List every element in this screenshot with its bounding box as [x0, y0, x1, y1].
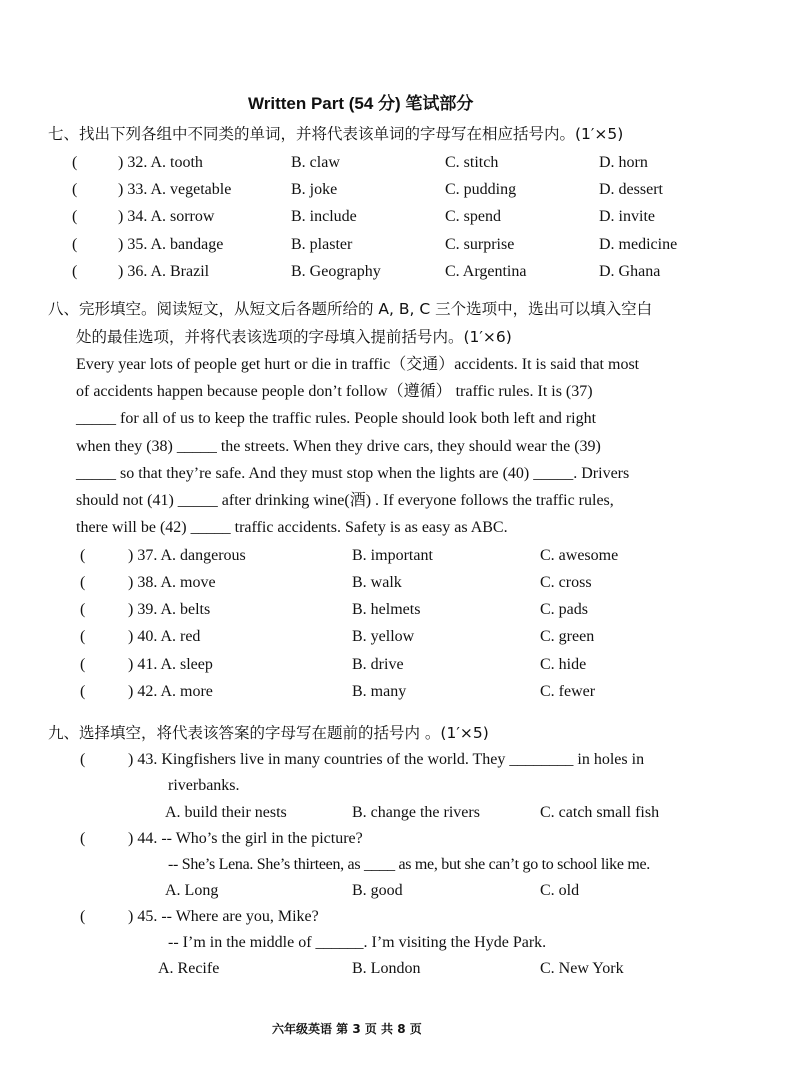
section-9-heading: 九、选择填空，将代表该答案的字母写在题前的括号内 。(1′×5) — [48, 724, 489, 742]
answer-paren: ( — [80, 751, 86, 768]
question-stem-cont: -- She’s Lena. She’s thirteen, as ____ as me, but she can’t go to school like me. — [168, 856, 650, 873]
option-b: B. plaster — [291, 236, 353, 253]
option-c: C. surprise — [445, 236, 515, 253]
section-8-heading: 八、完形填空。阅读短文，从短文后各题所给的 A, B, C 三个选项中，选出可以填入空白 — [48, 300, 653, 318]
option-b: B. helmets — [352, 601, 421, 618]
cloze-passage — [76, 351, 688, 541]
answer-paren: ( — [80, 656, 86, 673]
option-a: A. Recife — [158, 960, 220, 977]
option-c: C. spend — [445, 208, 501, 225]
option-b: B. claw — [291, 154, 340, 171]
answer-paren: ( — [72, 208, 78, 225]
passage-line: when they (38) _____ the streets. When they drive cars, they should wear the (39) — [76, 437, 601, 455]
option-d: D. dessert — [599, 181, 663, 198]
option-c: C. pads — [540, 601, 588, 618]
option-b: B. drive — [352, 656, 404, 673]
option-a: ) 32. A. tooth — [118, 154, 203, 171]
option-b: B. important — [352, 547, 433, 564]
option-c: C. cross — [540, 574, 592, 591]
option-d: D. medicine — [599, 236, 678, 253]
option-c: C. pudding — [445, 181, 517, 198]
option-d: D. invite — [599, 208, 655, 225]
option-b: B. change the rivers — [352, 804, 480, 821]
question-stem-cont: riverbanks. — [168, 777, 240, 794]
answer-paren: ( — [72, 236, 78, 253]
option-c: C. Argentina — [445, 263, 527, 280]
answer-paren: ( — [72, 263, 78, 280]
passage-line: _____ so that they’re safe. And they must stop when the lights are (40) _____. Drivers — [76, 464, 630, 482]
option-c: C. old — [540, 882, 580, 899]
question-stem: ) 45. -- Where are you, Mike? — [128, 908, 319, 925]
option-c: C. catch small fish — [540, 804, 660, 821]
answer-paren: ( — [80, 574, 86, 591]
page-footer: 六年级英语 第 3 页 共 8 页 — [272, 1022, 422, 1036]
answer-paren: ( — [80, 830, 86, 847]
section-8-heading-cont: 处的最佳选项，并将代表该选项的字母填入提前括号内。(1′×6) — [76, 328, 512, 346]
option-a: ) 39. A. belts — [128, 601, 211, 618]
section-7-heading: 七、找出下列各组中不同类的单词，并将代表该单词的字母写在相应括号内。(1′×5) — [48, 125, 624, 143]
passage-line: there will be (42) _____ traffic accidents. Safety is as easy as ABC. — [76, 519, 508, 537]
option-c: C. awesome — [540, 547, 619, 564]
option-d: D. Ghana — [599, 263, 661, 280]
option-b: B. joke — [291, 181, 338, 198]
option-b: B. London — [352, 960, 421, 977]
answer-paren: ( — [80, 908, 86, 925]
answer-paren: ( — [80, 547, 86, 564]
option-a: ) 41. A. sleep — [128, 656, 213, 673]
option-c: C. New York — [540, 960, 624, 977]
option-b: B. yellow — [352, 628, 415, 645]
option-a: ) 42. A. more — [128, 683, 213, 700]
option-a: ) 37. A. dangerous — [128, 547, 246, 564]
option-a: A. build their nests — [165, 804, 287, 821]
option-b: B. include — [291, 208, 357, 225]
passage-line: Every year lots of people get hurt or die in traffic（交通）accidents. It is said that most — [76, 356, 640, 373]
option-a: ) 38. A. move — [128, 574, 216, 591]
page-title: Written Part (54 分) 笔试部分 — [248, 94, 474, 113]
option-a: ) 36. A. Brazil — [118, 263, 210, 280]
answer-paren: ( — [80, 683, 86, 700]
answer-paren: ( — [72, 181, 78, 198]
option-a: ) 34. A. sorrow — [118, 208, 215, 225]
answer-paren: ( — [80, 601, 86, 618]
option-b: B. Geography — [291, 263, 381, 280]
option-b: B. many — [352, 683, 407, 700]
passage-line: of accidents happen because people don’t follow（遵循） traffic rules. It is (37) — [76, 383, 593, 401]
option-a: ) 33. A. vegetable — [118, 181, 232, 198]
option-c: C. stitch — [445, 154, 499, 171]
option-c: C. hide — [540, 656, 587, 673]
passage-line: should not (41) _____ after drinking wine(酒) . If everyone follows the traffic rules, — [76, 491, 614, 509]
option-c: C. green — [540, 628, 595, 645]
question-stem: ) 43. Kingfishers live in many countries of the world. They ________ in holes in — [128, 751, 645, 768]
question-stem: ) 44. -- Who’s the girl in the picture? — [128, 830, 363, 847]
option-a: ) 35. A. bandage — [118, 236, 224, 253]
option-b: B. good — [352, 882, 403, 899]
answer-paren: ( — [72, 154, 78, 171]
option-a: A. Long — [165, 882, 219, 899]
option-c: C. fewer — [540, 683, 596, 700]
option-a: ) 40. A. red — [128, 628, 201, 645]
option-d: D. horn — [599, 154, 648, 171]
question-stem-cont: -- I’m in the middle of ______. I’m visiting the Hyde Park. — [168, 934, 547, 951]
passage-line: _____ for all of us to keep the traffic rules. People should look both left and right — [76, 410, 597, 428]
option-b: B. walk — [352, 574, 402, 591]
answer-paren: ( — [80, 628, 86, 645]
